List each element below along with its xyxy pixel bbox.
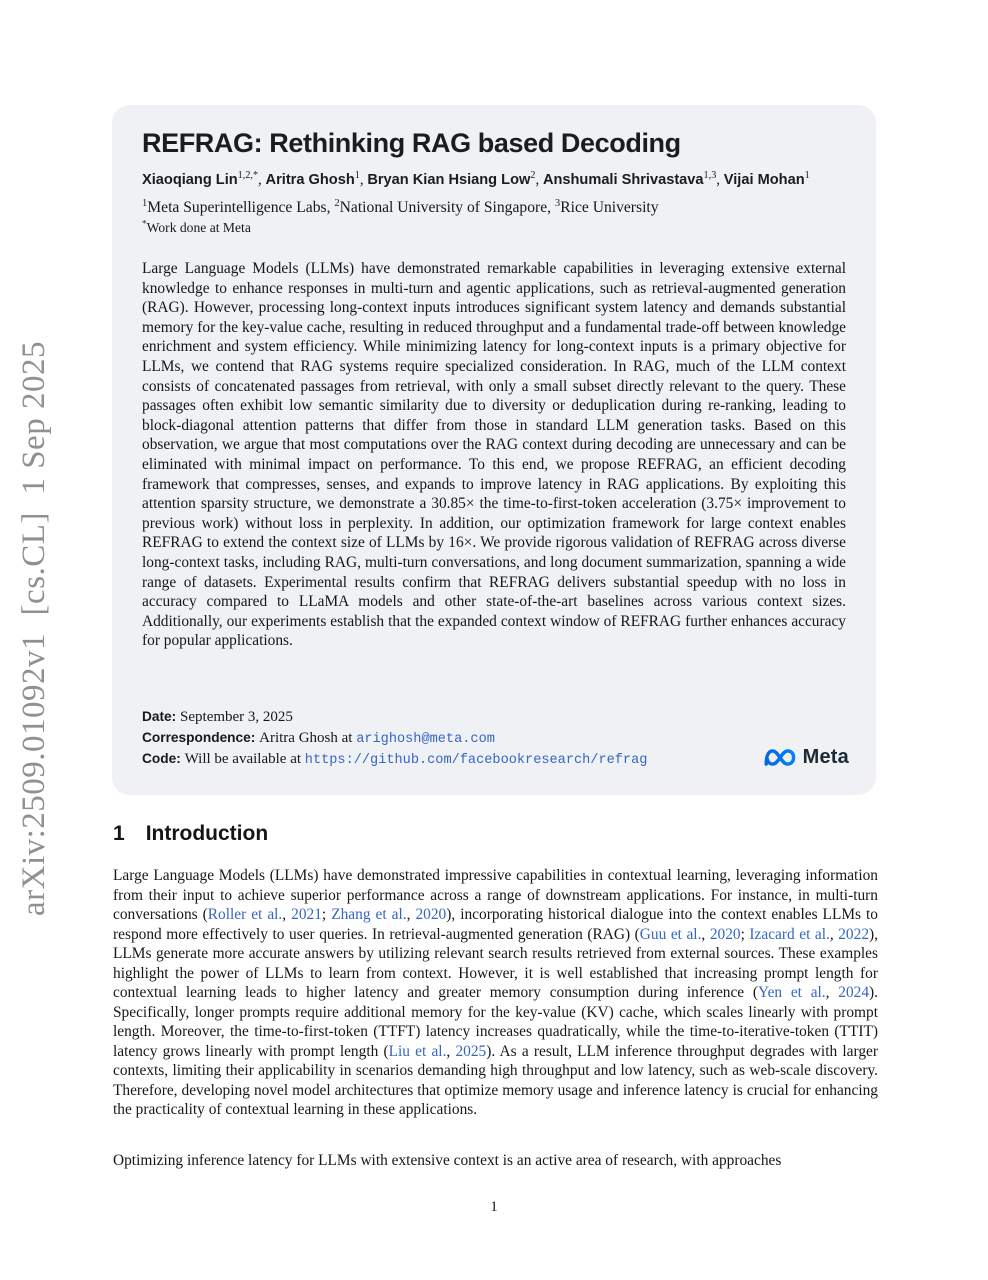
text-segment: 1 (142, 197, 148, 209)
intro-paragraph-2: Optimizing inference latency for LLMs with extensive context is an active area of research, with approaches (113, 1152, 782, 1169)
intro-paragraph-1 (113, 866, 878, 1120)
text-segment: , (282, 906, 292, 923)
citation-link[interactable]: Liu et al. (388, 1042, 447, 1060)
text-segment: 2 (530, 170, 536, 181)
citation-link[interactable]: Izacard et al. (749, 925, 830, 943)
meta-logo (762, 746, 849, 769)
text-segment: Aritra Ghosh at (259, 729, 357, 746)
inline-link[interactable]: https://github.com/facebookresearch/refrag (304, 753, 648, 769)
text-segment: 3 (554, 197, 561, 209)
text-segment: National University of Singapore, (339, 199, 555, 216)
text-segment: * (142, 218, 147, 229)
citation-link[interactable]: 2022 (838, 925, 870, 943)
inline-link[interactable]: arighosh@meta.com (356, 731, 495, 747)
text-segment: Date: (142, 709, 181, 725)
citation-link[interactable]: Yen et al. (758, 984, 826, 1001)
text-segment: 1 (354, 170, 360, 181)
text-segment: Aritra Ghosh (265, 172, 355, 188)
text-segment: 1 (804, 170, 810, 181)
text-segment: 1,3 (703, 170, 717, 181)
author-line (142, 172, 846, 189)
meta-infinity-icon (762, 746, 798, 769)
citation-link[interactable]: 2020 (709, 925, 741, 943)
text-segment: , (535, 172, 543, 188)
text-segment: Code: (142, 751, 185, 767)
text-segment: , (359, 172, 368, 188)
citation-link[interactable]: Roller et al. (207, 906, 283, 923)
text-segment: ; (740, 925, 750, 943)
section-heading-introduction (113, 822, 268, 846)
text-segment: ). Specifically, longer prompts require additional memory for the key-value (KV) cache, which scales linearly with prompt length. Moreover, the time-to-first-token (TTFT) latency increases quadratically, while the time-to-iterative-token (TTIT) latency grows linearly with prompt length ( (113, 984, 879, 1060)
citation-link[interactable]: Zhang et al. (331, 906, 407, 923)
text-segment: 2 (334, 197, 340, 209)
text-segment: , (701, 925, 710, 943)
text-segment: , (829, 925, 839, 943)
text-segment: 1,2,* (237, 170, 259, 181)
text-segment: Vijai Mohan (723, 172, 805, 188)
text-segment: Bryan Kian Hsiang Low (367, 172, 531, 188)
affiliation-line (142, 199, 846, 217)
text-segment: ), LLMs generate more accurate answers by utilizing relevant search results retrieved from external sources. These examples highlight the power of LLMs to learn from context. However, it is well established that increasing prompt length for contextual learning leads to higher latency and greater memory consumption during inference ( (113, 925, 878, 1001)
text-segment: ), incorporating historical dialogue into the context enables LLMs to respond more effectively to user queries. In retrieval-augmented generation (RAG) ( (113, 906, 879, 943)
text-segment: Work done at Meta (146, 220, 251, 235)
abstract-card (112, 105, 876, 795)
section-number: 1 (113, 822, 125, 845)
text-segment: ). As a result, LLM inference throughput degrades with larger contexts, limiting their applicability in scenarios demanding high throughput and low latency, such as web-scale discovery. Therefore, developing novel model architectures that optimize memory usage and inference latency is crucial for enhancing the practicality of contextual learning in these applications. (113, 1042, 878, 1118)
section-title: Introduction (145, 822, 269, 845)
text-segment: September 3, 2025 (180, 709, 293, 726)
text-segment: , (446, 1042, 456, 1060)
text-segment: Large Language Models (LLMs) have demonstrated impressive capabilities in contextual learning, leveraging information from their input to achieve superior performance across a range of downstream applications. For instance, in multi-turn conversations ( (113, 867, 878, 923)
text-segment: , (258, 172, 266, 188)
code-line (142, 749, 647, 771)
text-segment: , (825, 984, 839, 1001)
citation-link[interactable]: Guu et al. (639, 925, 702, 943)
work-done-footnote (142, 220, 846, 236)
text-segment: Rice University (560, 199, 659, 216)
text-segment: ; (321, 906, 332, 923)
citation-link[interactable]: 2020 (415, 906, 447, 923)
abstract-text: Large Language Models (LLMs) have demonstrated remarkable capabilities in leveraging extensive external knowledge to enhance responses in multi-turn and agentic applications, such as retrieval-augmented generation (RAG). However, processing long-context inputs introduces significant system latency and demands substantial memory for the key-value cache, resulting in reduced throughput and a fundamental trade-off between knowledge enrichment and system efficiency. While minimizing latency for long-context inputs is a primary objective for LLMs, we contend that RAG systems require specialized consideration. In RAG, much of the LLM context consists of concatenated passages from retrieval, with only a small subset directly relevant to the query. These passages often exhibit low semantic similarity due to diversity or deduplication during re-ranking, leading to block-diagonal attention patterns that differ from those in standard LLM generation tasks. Based on this observation, we argue that most computations over the RAG context during decoding are unnecessary and can be eliminated with minimal impact on performance. To this end, we propose REFRAG, an efficient decoding framework that compresses, senses, and expands to improve latency in RAG applications. By exploiting this attention sparsity structure, we demonstrate a 30.85× the time-to-first-token acceleration (3.75× improvement to previous work) without loss in perplexity. In addition, our optimization framework for large context enables REFRAG to extend the context size of LLMs by 16×. We provide rigorous validation of REFRAG across diverse long-context tasks, including RAG, multi-turn conversations, and long document summarization, spanning a wide range of datasets. Experimental results confirm that REFRAG delivers substantial speedup with no loss in accuracy compared to LLaMA models and other state-of-the-art baselines across various context sizes. Additionally, our experiments establish that the expanded context window of REFRAG further enhances accuracy for popular applications. (142, 260, 846, 650)
text-segment: Correspondence: (142, 729, 260, 745)
page-number: 1 (490, 1199, 498, 1215)
text-segment: , (406, 906, 416, 923)
arxiv-watermark: arXiv:2509.01092v1 [cs.CL] 1 Sep 2025 (16, 341, 52, 916)
text-segment: , (716, 172, 724, 188)
correspondence-line (142, 728, 647, 750)
date-line (142, 707, 647, 728)
meta-info-block (142, 707, 647, 771)
text-segment: Will be available at (184, 751, 305, 768)
paper-title: REFRAG: Rethinking RAG based Decoding (142, 128, 681, 158)
meta-wordmark: Meta (802, 746, 849, 768)
text-segment: Anshumali Shrivastava (542, 172, 704, 188)
citation-link[interactable]: 2025 (455, 1042, 487, 1060)
citation-link[interactable]: 2024 (838, 984, 870, 1001)
text-segment: Meta Superintelligence Labs, (147, 199, 335, 216)
text-segment: Xiaoqiang Lin (142, 172, 238, 188)
citation-link[interactable]: 2021 (291, 906, 322, 923)
